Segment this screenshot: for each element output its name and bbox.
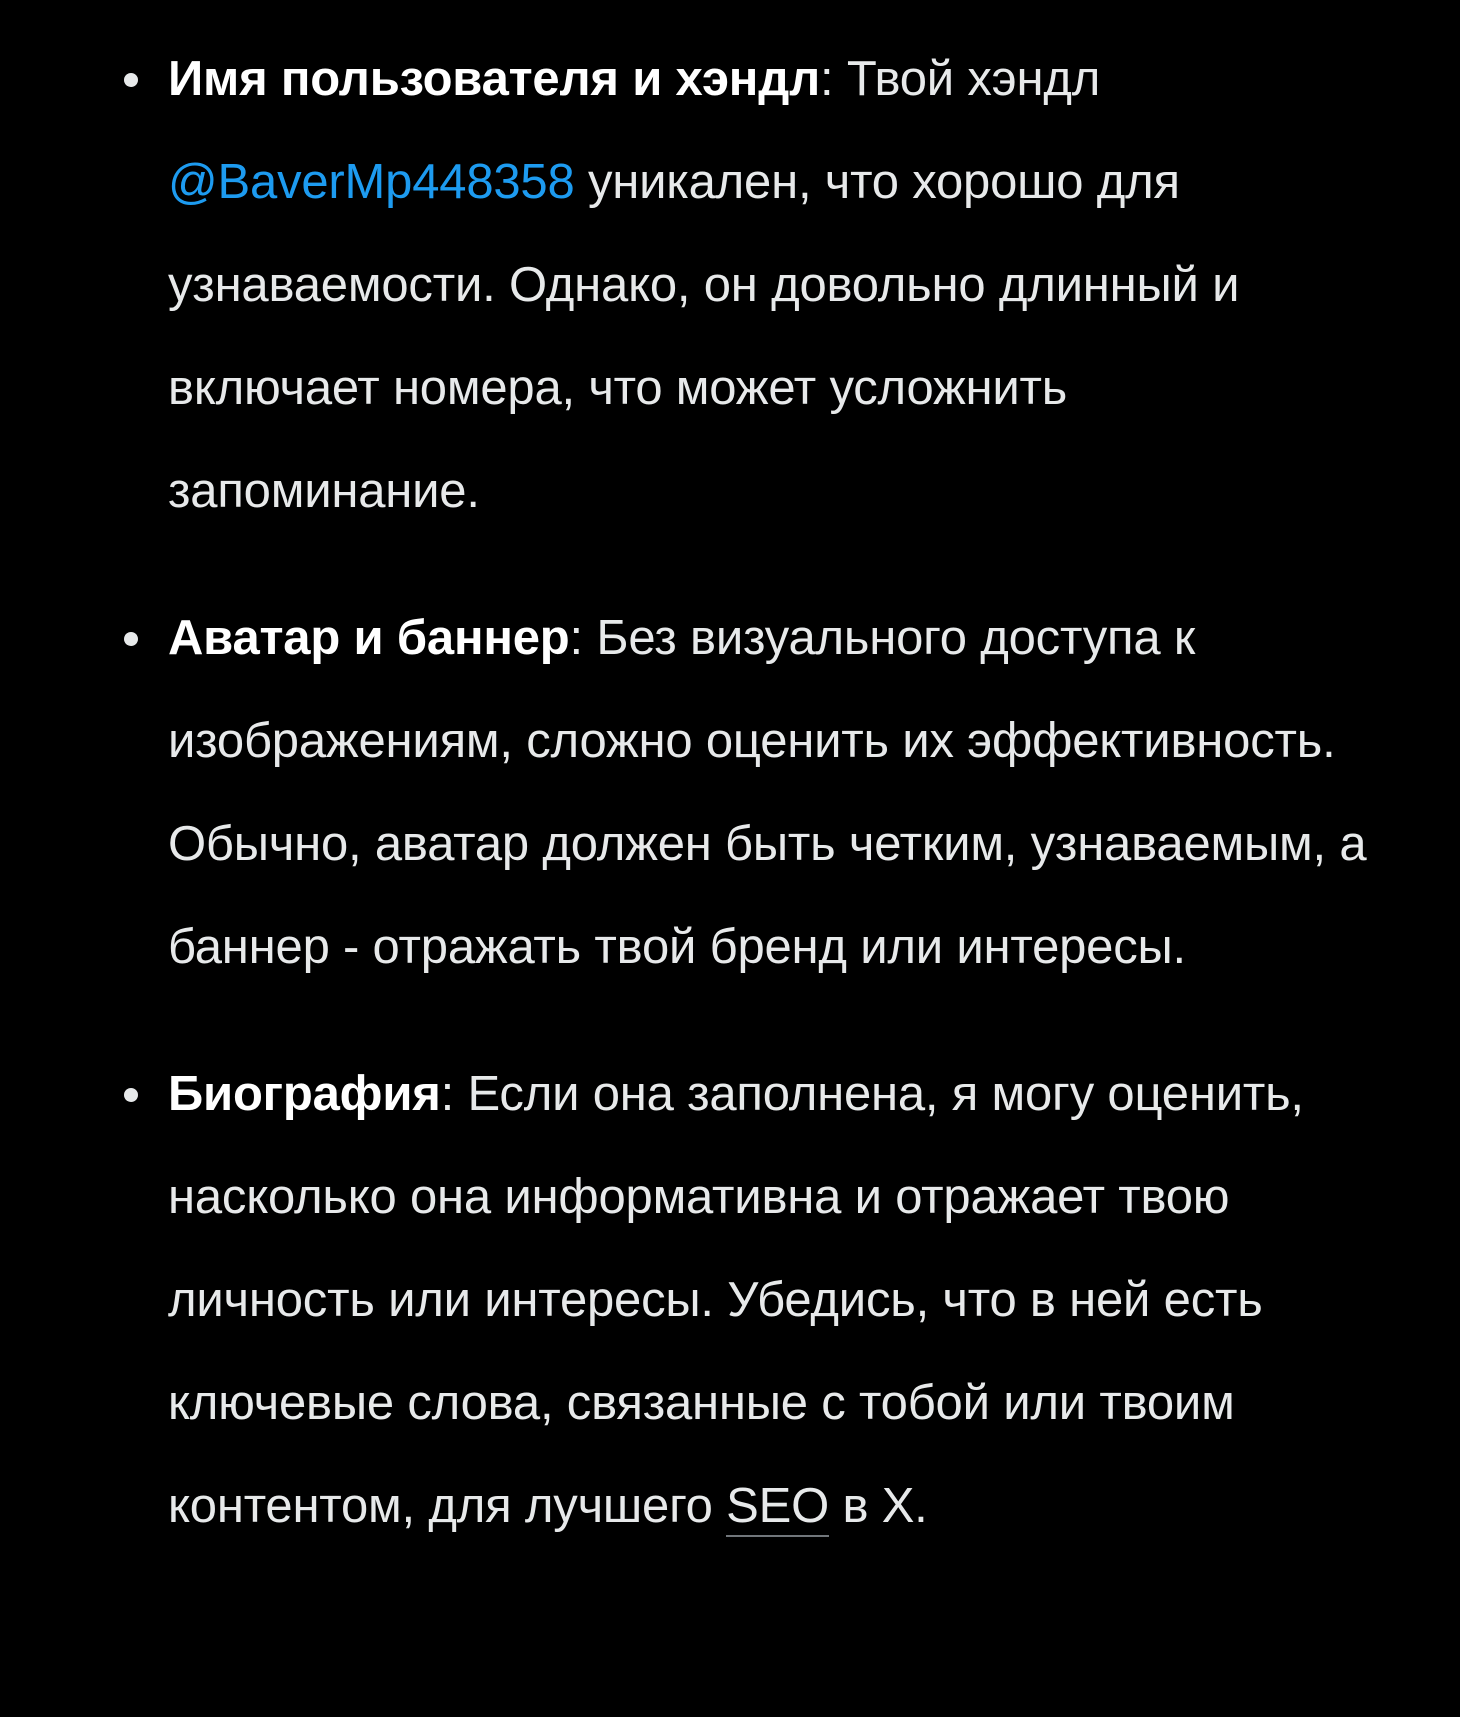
- item-text: Без визуального доступа к изображениям, сложно оценить их эффективность. Обычно, аватар должен быть четким, узнаваемым, а баннер - отражать твой бренд или интересы.: [168, 611, 1367, 974]
- seo-link[interactable]: SEO: [726, 1479, 829, 1537]
- bullet-dot-icon: [124, 1088, 138, 1102]
- item-text: в X.: [829, 1479, 928, 1533]
- item-colon: :: [569, 611, 597, 665]
- item-text: уникален, что хорошо для узнаваемости. Однако, он довольно длинный и включает номера, что может усложнить запоминание.: [168, 155, 1240, 518]
- item-label: Биография: [168, 1067, 441, 1121]
- list-item-biography: [168, 1043, 1370, 1558]
- item-text: Если она заполнена, я могу оценить, насколько она информативна и отражает твою личность или интересы. Убедись, что в ней есть ключевые слова, связанные с тобой или твоим контентом, для лучшего: [168, 1067, 1304, 1533]
- item-label: Имя пользователя и хэндл: [168, 52, 821, 106]
- bullet-list: [0, 28, 1460, 1558]
- bullet-dot-icon: [124, 632, 138, 646]
- bullet-dot-icon: [124, 73, 138, 87]
- list-item-avatar-banner: [168, 587, 1370, 999]
- item-colon: :: [820, 52, 847, 106]
- list-item-username: [168, 28, 1370, 543]
- item-colon: :: [440, 1067, 468, 1121]
- item-text: Твой хэндл: [846, 52, 1101, 106]
- item-label: Аватар и баннер: [168, 611, 570, 665]
- user-mention-link[interactable]: @BaverMp448358: [168, 155, 575, 209]
